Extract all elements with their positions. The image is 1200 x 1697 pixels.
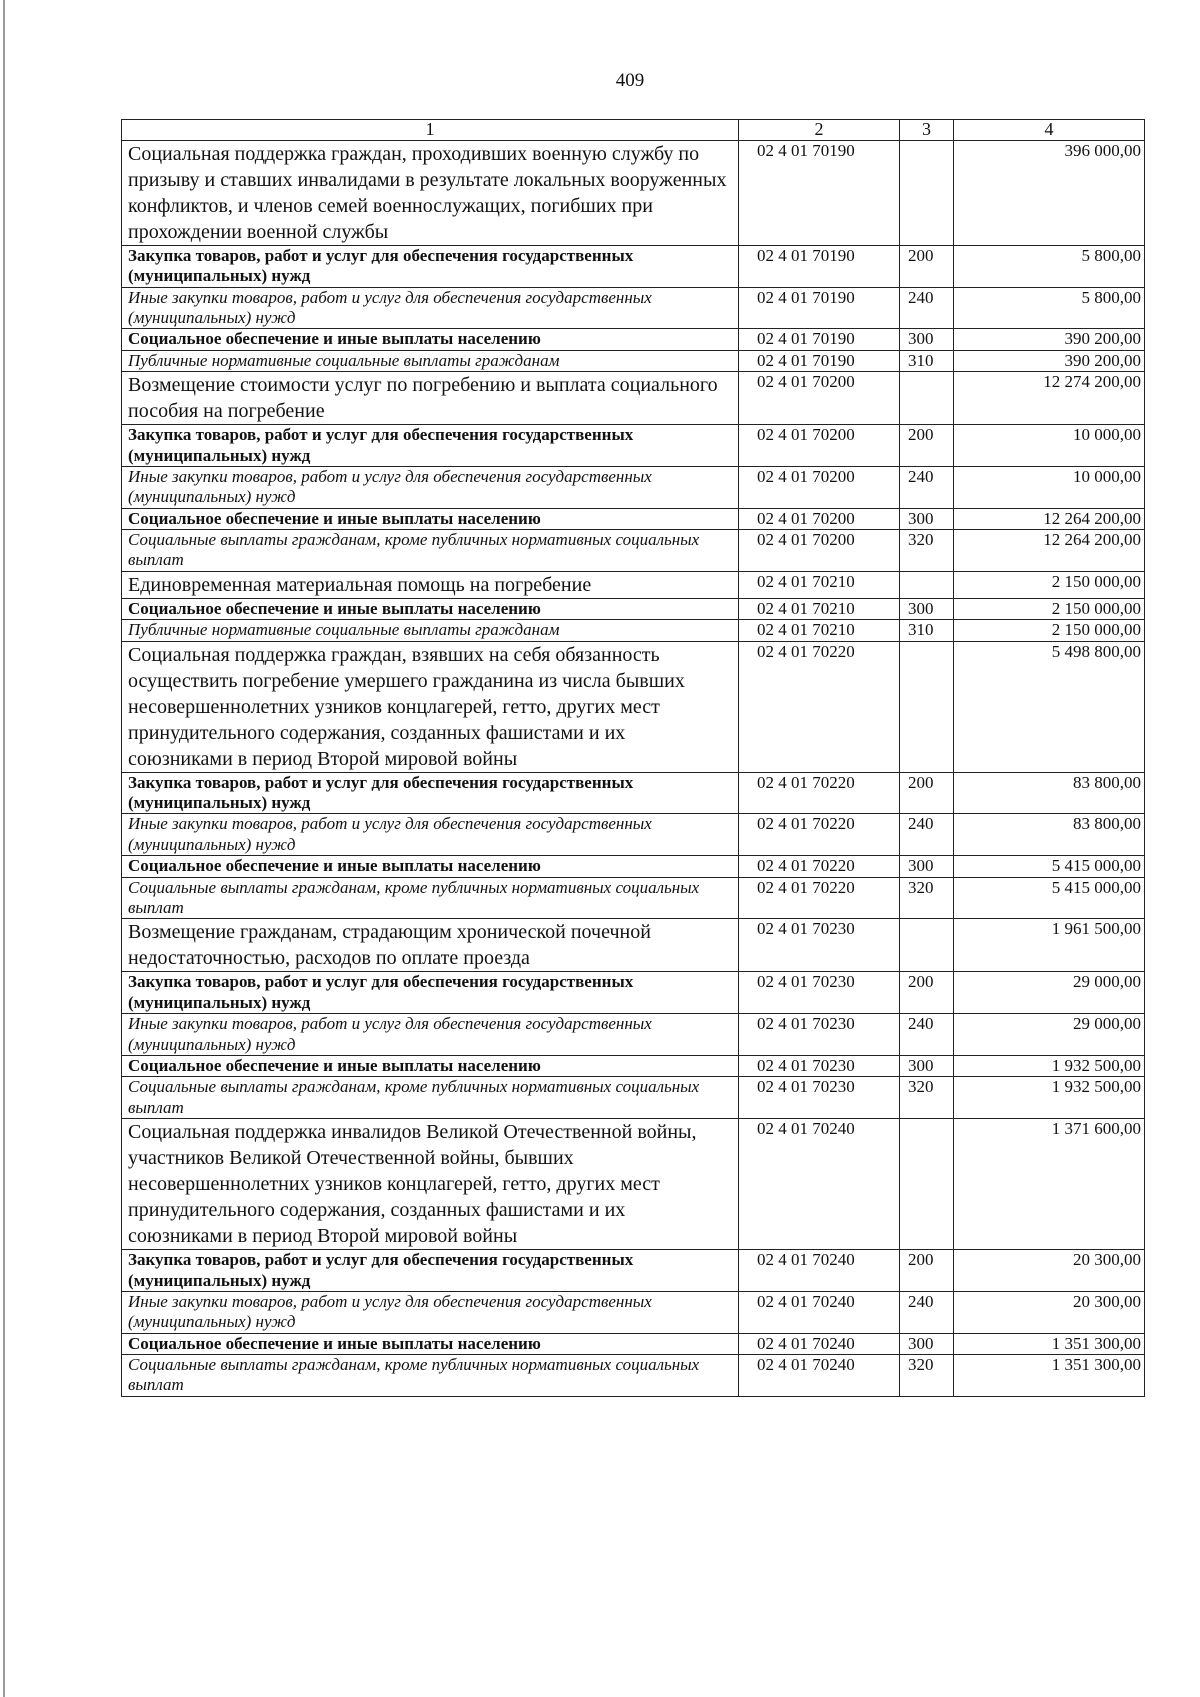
row-code-cell: 02 4 01 70220 [739,641,900,772]
row-amount-cell: 2 150 000,00 [954,620,1145,641]
row-code-cell: 02 4 01 70220 [739,772,900,814]
table-row [122,245,1145,287]
table-row [122,571,1145,598]
row-type-cell [900,140,954,245]
row-code-cell: 02 4 01 70190 [739,245,900,287]
row-name-cell: Закупка товаров, работ и услуг для обеспечения государственных (муниципальных) нужд [122,245,739,287]
row-amount-cell: 12 264 200,00 [954,508,1145,529]
row-code-cell: 02 4 01 70210 [739,620,900,641]
table-row [122,1291,1145,1333]
table-row [122,1333,1145,1354]
page-number: 409 [615,70,645,91]
row-type-cell: 320 [900,877,954,919]
row-type-cell: 300 [900,856,954,877]
row-code-cell: 02 4 01 70220 [739,856,900,877]
table-row [122,1055,1145,1076]
row-type-cell: 300 [900,329,954,350]
row-amount-cell: 5 498 800,00 [954,641,1145,772]
scan-edge [3,0,5,1697]
row-amount-cell: 5 415 000,00 [954,877,1145,919]
row-type-cell: 240 [900,814,954,856]
row-amount-cell: 10 000,00 [954,425,1145,467]
table-row [122,1014,1145,1056]
row-name-cell: Социальная поддержка инвалидов Великой Отечественной войны, участников Великой Отечественной войны, бывших несовершеннолетних узников концлагерей, гетто, других мест принудительного содержания, созданных фашистами и их союзниками в период Второй мировой войны [122,1119,739,1250]
row-type-cell: 240 [900,287,954,329]
row-type-cell: 320 [900,530,954,572]
table-row [122,140,1145,245]
row-code-cell: 02 4 01 70230 [739,1077,900,1119]
row-name-cell: Закупка товаров, работ и услуг для обеспечения государственных (муниципальных) нужд [122,772,739,814]
row-type-cell [900,641,954,772]
row-name-cell: Возмещение стоимости услуг по погребению и выплата социального пособия на погребение [122,372,739,425]
row-amount-cell: 1 371 600,00 [954,1119,1145,1250]
table-row [122,620,1145,641]
column-header-4: 4 [954,120,1145,141]
row-code-cell: 02 4 01 70220 [739,877,900,919]
row-name-cell: Иные закупки товаров, работ и услуг для обеспечения государственных (муниципальных) нужд [122,1291,739,1333]
row-amount-cell: 29 000,00 [954,972,1145,1014]
table-row [122,877,1145,919]
row-name-cell: Социальные выплаты гражданам, кроме публичных нормативных социальных выплат [122,1077,739,1119]
row-name-cell: Социальное обеспечение и иные выплаты населению [122,856,739,877]
row-name-cell: Публичные нормативные социальные выплаты гражданам [122,620,739,641]
row-amount-cell: 1 351 300,00 [954,1333,1145,1354]
row-name-cell: Социальные выплаты гражданам, кроме публичных нормативных социальных выплат [122,1355,739,1397]
row-code-cell: 02 4 01 70200 [739,466,900,508]
row-code-cell: 02 4 01 70230 [739,1055,900,1076]
row-code-cell: 02 4 01 70230 [739,972,900,1014]
table-row [122,425,1145,467]
row-type-cell: 310 [900,620,954,641]
row-type-cell [900,1119,954,1250]
table-row [122,372,1145,425]
row-type-cell: 200 [900,1250,954,1292]
row-amount-cell: 5 800,00 [954,287,1145,329]
table-row [122,329,1145,350]
row-code-cell: 02 4 01 70200 [739,372,900,425]
row-code-cell: 02 4 01 70190 [739,287,900,329]
row-type-cell: 240 [900,466,954,508]
row-name-cell: Иные закупки товаров, работ и услуг для обеспечения государственных (муниципальных) нужд [122,287,739,329]
row-code-cell: 02 4 01 70230 [739,919,900,972]
row-type-cell: 320 [900,1355,954,1397]
table-row [122,287,1145,329]
row-type-cell: 300 [900,598,954,619]
row-code-cell: 02 4 01 70230 [739,1014,900,1056]
row-code-cell: 02 4 01 70190 [739,350,900,371]
row-name-cell: Закупка товаров, работ и услуг для обеспечения государственных (муниципальных) нужд [122,425,739,467]
row-name-cell: Социальное обеспечение и иные выплаты населению [122,508,739,529]
row-name-cell: Социальное обеспечение и иные выплаты населению [122,598,739,619]
row-code-cell: 02 4 01 70200 [739,425,900,467]
row-name-cell: Закупка товаров, работ и услуг для обеспечения государственных (муниципальных) нужд [122,1250,739,1292]
row-amount-cell: 20 300,00 [954,1250,1145,1292]
row-code-cell: 02 4 01 70210 [739,571,900,598]
row-amount-cell: 396 000,00 [954,140,1145,245]
row-type-cell [900,571,954,598]
row-code-cell: 02 4 01 70200 [739,530,900,572]
column-header-1: 1 [122,120,739,141]
table-row [122,814,1145,856]
row-code-cell: 02 4 01 70240 [739,1355,900,1397]
row-name-cell: Социальное обеспечение и иные выплаты населению [122,1055,739,1076]
row-amount-cell: 390 200,00 [954,350,1145,371]
row-name-cell: Социальное обеспечение и иные выплаты населению [122,1333,739,1354]
row-code-cell: 02 4 01 70210 [739,598,900,619]
table-row [122,919,1145,972]
row-code-cell: 02 4 01 70240 [739,1333,900,1354]
table-row [122,1250,1145,1292]
column-header-2: 2 [739,120,900,141]
row-type-cell: 200 [900,425,954,467]
table-row [122,856,1145,877]
row-type-cell: 320 [900,1077,954,1119]
table-body [122,140,1145,1396]
row-amount-cell: 1 932 500,00 [954,1055,1145,1076]
row-type-cell: 310 [900,350,954,371]
header-row [122,120,1145,141]
table-row [122,350,1145,371]
row-name-cell: Иные закупки товаров, работ и услуг для обеспечения государственных (муниципальных) нужд [122,466,739,508]
row-name-cell: Иные закупки товаров, работ и услуг для обеспечения государственных (муниципальных) нужд [122,814,739,856]
row-amount-cell: 2 150 000,00 [954,571,1145,598]
row-type-cell [900,372,954,425]
row-name-cell: Социальные выплаты гражданам, кроме публичных нормативных социальных выплат [122,530,739,572]
row-code-cell: 02 4 01 70240 [739,1291,900,1333]
row-type-cell: 200 [900,772,954,814]
table-row [122,772,1145,814]
row-amount-cell: 5 415 000,00 [954,856,1145,877]
row-type-cell: 300 [900,1333,954,1354]
row-amount-cell: 12 264 200,00 [954,530,1145,572]
row-amount-cell: 1 932 500,00 [954,1077,1145,1119]
column-header-3: 3 [900,120,954,141]
row-amount-cell: 83 800,00 [954,772,1145,814]
row-name-cell: Закупка товаров, работ и услуг для обеспечения государственных (муниципальных) нужд [122,972,739,1014]
row-type-cell: 200 [900,245,954,287]
table-row [122,530,1145,572]
table-row [122,598,1145,619]
row-code-cell: 02 4 01 70240 [739,1250,900,1292]
row-type-cell: 300 [900,508,954,529]
row-code-cell: 02 4 01 70190 [739,329,900,350]
row-name-cell: Социальная поддержка граждан, взявших на себя обязанность осуществить погребение умершего гражданина из числа бывших несовершеннолетних узников концлагерей, гетто, других мест принудительного содержания, созданных фашистами и их союзниками в период Второй мировой войны [122,641,739,772]
row-name-cell: Иные закупки товаров, работ и услуг для обеспечения государственных (муниципальных) нужд [122,1014,739,1056]
row-name-cell: Возмещение гражданам, страдающим хронической почечной недостаточностью, расходов по оплате проезда [122,919,739,972]
table-row [122,972,1145,1014]
row-amount-cell: 2 150 000,00 [954,598,1145,619]
row-amount-cell: 390 200,00 [954,329,1145,350]
table-row [122,1077,1145,1119]
row-type-cell: 240 [900,1014,954,1056]
row-name-cell: Социальное обеспечение и иные выплаты населению [122,329,739,350]
row-type-cell: 240 [900,1291,954,1333]
row-amount-cell: 29 000,00 [954,1014,1145,1056]
row-amount-cell: 1 351 300,00 [954,1355,1145,1397]
row-type-cell: 300 [900,1055,954,1076]
row-amount-cell: 1 961 500,00 [954,919,1145,972]
row-amount-cell: 83 800,00 [954,814,1145,856]
table-row [122,1355,1145,1397]
row-code-cell: 02 4 01 70240 [739,1119,900,1250]
row-type-cell [900,919,954,972]
row-code-cell: 02 4 01 70190 [739,140,900,245]
row-name-cell: Социальные выплаты гражданам, кроме публичных нормативных социальных выплат [122,877,739,919]
row-type-cell: 200 [900,972,954,1014]
table-row [122,508,1145,529]
table-row [122,466,1145,508]
row-name-cell: Социальная поддержка граждан, проходивших военную службу по призыву и ставших инвалидами в результате локальных вооруженных конфликтов, и членов семей военнослужащих, погибших при прохождении военной службы [122,140,739,245]
row-code-cell: 02 4 01 70200 [739,508,900,529]
row-amount-cell: 20 300,00 [954,1291,1145,1333]
table-row [122,1119,1145,1250]
row-amount-cell: 5 800,00 [954,245,1145,287]
row-amount-cell: 10 000,00 [954,466,1145,508]
row-amount-cell: 12 274 200,00 [954,372,1145,425]
row-code-cell: 02 4 01 70220 [739,814,900,856]
row-name-cell: Единовременная материальная помощь на погребение [122,571,739,598]
budget-table [121,119,1145,1397]
row-name-cell: Публичные нормативные социальные выплаты гражданам [122,350,739,371]
table-row [122,641,1145,772]
